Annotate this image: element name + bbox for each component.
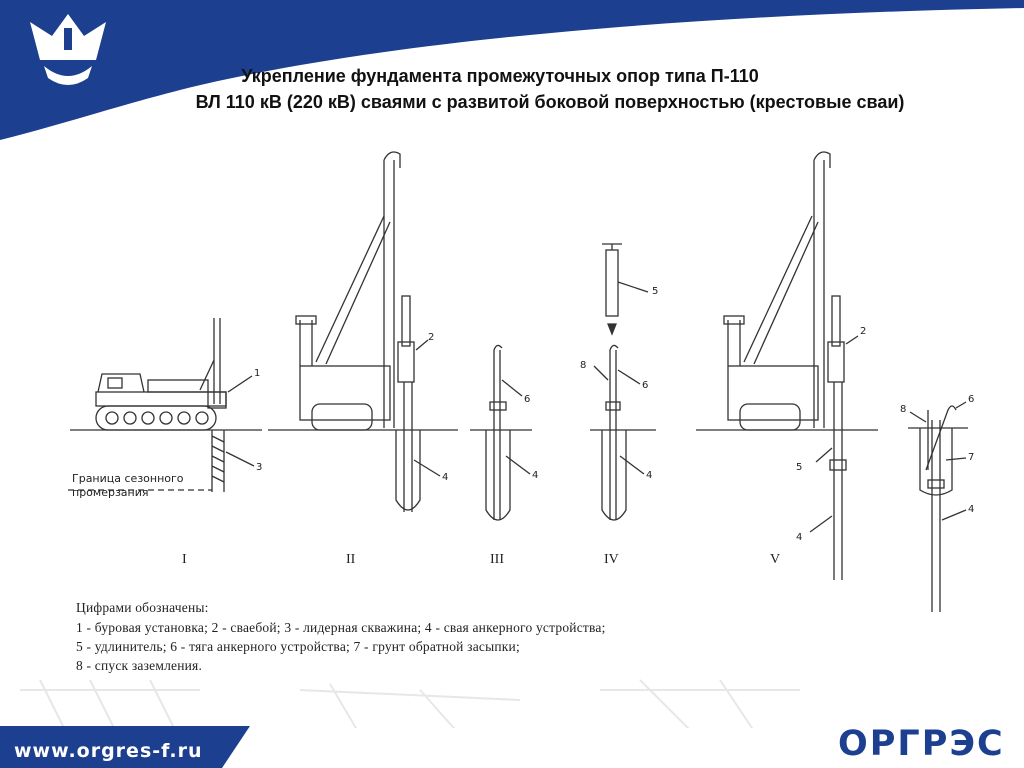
callout: 6 xyxy=(524,394,531,405)
callout: 6 xyxy=(642,380,649,391)
callout: 4 xyxy=(646,470,653,481)
stage-1-drilling-rig xyxy=(68,318,262,492)
title-line-1: Укрепление фундамента промежуточных опор типа П-110 xyxy=(241,66,759,86)
stage-label-1: I xyxy=(182,552,187,567)
callout: 4 xyxy=(968,504,975,515)
stage-label-3: III xyxy=(490,552,504,567)
stage-3-anchor-rod xyxy=(470,345,532,520)
callout: 5 xyxy=(796,462,803,473)
callout: 4 xyxy=(442,472,449,483)
callout: 5 xyxy=(652,286,659,297)
callout: 4 xyxy=(796,532,803,543)
stage-label-2: II xyxy=(346,552,356,567)
title-line-2: ВЛ 110 кВ (220 кВ) сваями с развитой боковой поверхностью (крестовые сваи) xyxy=(195,92,905,112)
callout: 8 xyxy=(580,360,587,371)
stage-5-pile-driver-extended xyxy=(696,152,878,580)
callout: 2 xyxy=(860,326,867,337)
freeze-label-1: Граница сезонного xyxy=(72,472,184,485)
legend-line-1: 1 - буровая установка; 2 - сваебой; 3 - лидерная скважина; 4 - свая анкерного устройства; xyxy=(76,620,606,635)
legend-heading: Цифрами обозначены: xyxy=(76,600,209,615)
footer-url-link[interactable]: www.orgres-f.ru xyxy=(14,740,203,762)
freeze-label-2: промерзания xyxy=(72,486,149,499)
stage-final-anchored-pile xyxy=(908,402,968,612)
callout: 7 xyxy=(968,452,975,463)
callout: 8 xyxy=(900,404,907,415)
legend-line-2: 5 - удлинитель; 6 - тяга анкерного устройства; 7 - грунт обратной засыпки; xyxy=(76,639,520,654)
callout: 6 xyxy=(968,394,975,405)
callout: 4 xyxy=(532,470,539,481)
callout: 3 xyxy=(256,462,263,473)
stage-label-5: V xyxy=(770,552,781,567)
callout: 2 xyxy=(428,332,435,343)
stage-label-4: IV xyxy=(604,552,619,567)
callout: 1 xyxy=(254,368,261,379)
legend-line-3: 8 - спуск заземления. xyxy=(76,658,203,673)
brand-logo-text: ОРГРЭС xyxy=(838,724,1005,764)
